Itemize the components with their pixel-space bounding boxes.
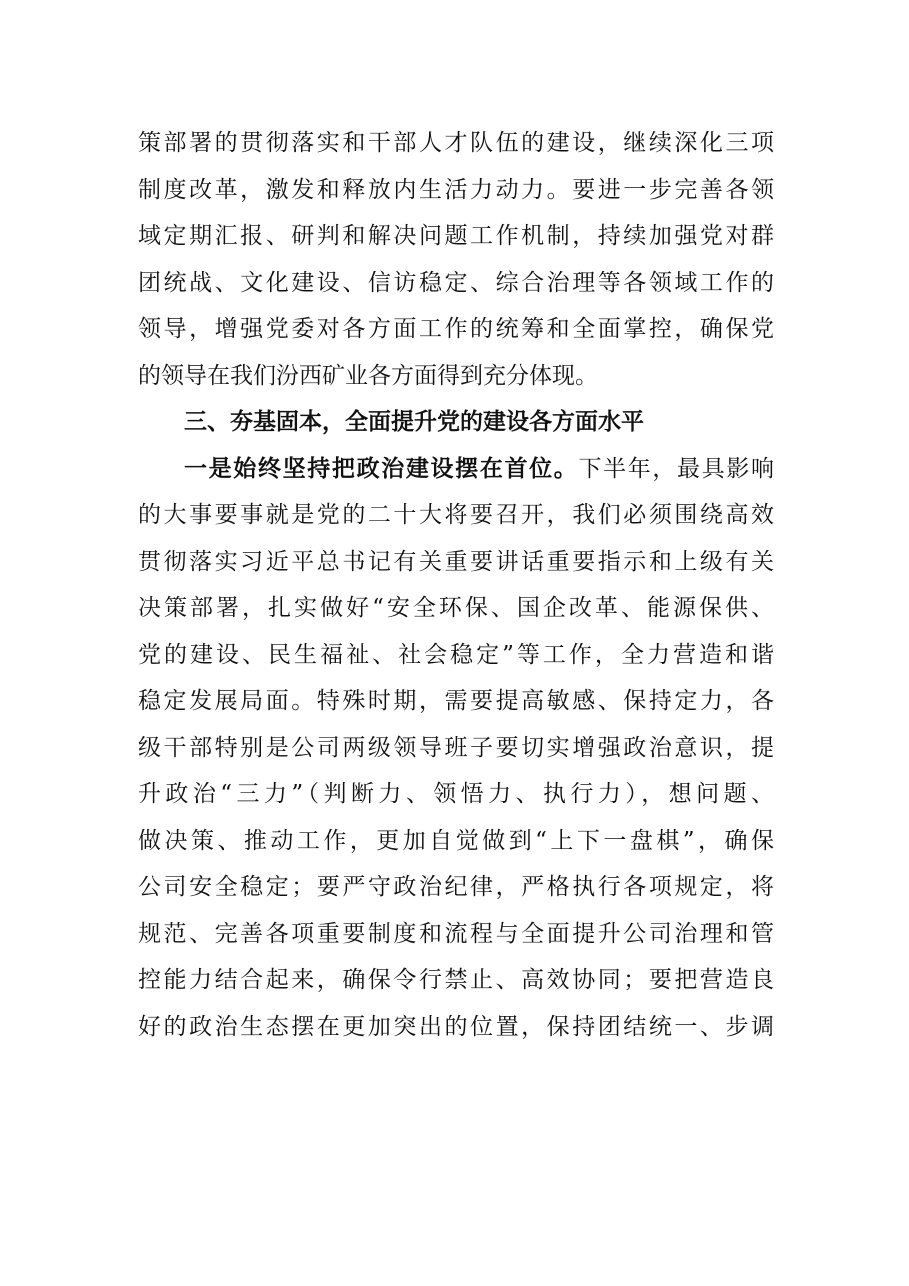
text-line: 制度改革，激发和释放内生活力动力。要进一步完善各领	[138, 176, 774, 203]
text-line: 策部署的贯彻落实和干部人才队伍的建设，继续深化三项	[138, 130, 774, 156]
document-body	[138, 120, 774, 1050]
text-line: 贯彻落实习近平总书记有关重要讲话重要指示和上级有关	[138, 548, 774, 575]
text-line: 领导，增强党委对各方面工作的统筹和全面掌控，确保党	[138, 316, 774, 342]
text-line: 升政治“三力”（判断力、领悟力、执行力），想问题、	[138, 781, 774, 807]
text-line: 级干部特别是公司两级领导班子要切实增强政治意识，提	[138, 734, 774, 761]
text-line: 的大事要事就是党的二十大将要召开，我们必须围绕高效	[138, 502, 774, 528]
text-line: 党的建设、民生福祉、社会稳定”等工作，全力营造和谐	[138, 641, 774, 668]
text-line: 域定期汇报、研判和解决问题工作机制，持续加强党对群	[138, 223, 774, 249]
text-line: 决策部署，扎实做好“安全环保、国企改革、能源保供、	[138, 595, 774, 621]
paragraph-first-line	[138, 446, 774, 493]
text-line: 公司安全稳定；要严守政治纪律，严格执行各项规定，将	[138, 874, 774, 900]
intro-paragraph	[138, 120, 774, 399]
text-line: 控能力结合起来，确保令行禁止、高效协同；要把营造良	[138, 967, 774, 993]
text-line: 做决策、推动工作，更加自觉做到“上下一盘棋”，确保	[138, 827, 774, 854]
paragraph-first-line-rest: 下半年，最具影响	[578, 455, 775, 482]
paragraph-lead: 一是始终坚持把政治建设摆在首位。	[184, 455, 579, 482]
text-line: 规范、完善各项重要制度和流程与全面提升公司治理和管	[138, 920, 774, 947]
political-building-paragraph	[138, 446, 774, 1051]
text-line: 团统战、文化建设、信访稳定、综合治理等各领域工作的	[138, 269, 774, 296]
section-heading: 三、夯基固本，全面提升党的建设各方面水平	[184, 409, 644, 435]
text-line: 的领导在我们汾西矿业各方面得到充分体现。	[138, 362, 598, 389]
text-line: 稳定发展局面。特殊时期，需要提高敏感、保持定力，各	[138, 688, 774, 714]
text-line: 好的政治生态摆在更加突出的位置，保持团结统一、步调	[138, 1013, 774, 1040]
